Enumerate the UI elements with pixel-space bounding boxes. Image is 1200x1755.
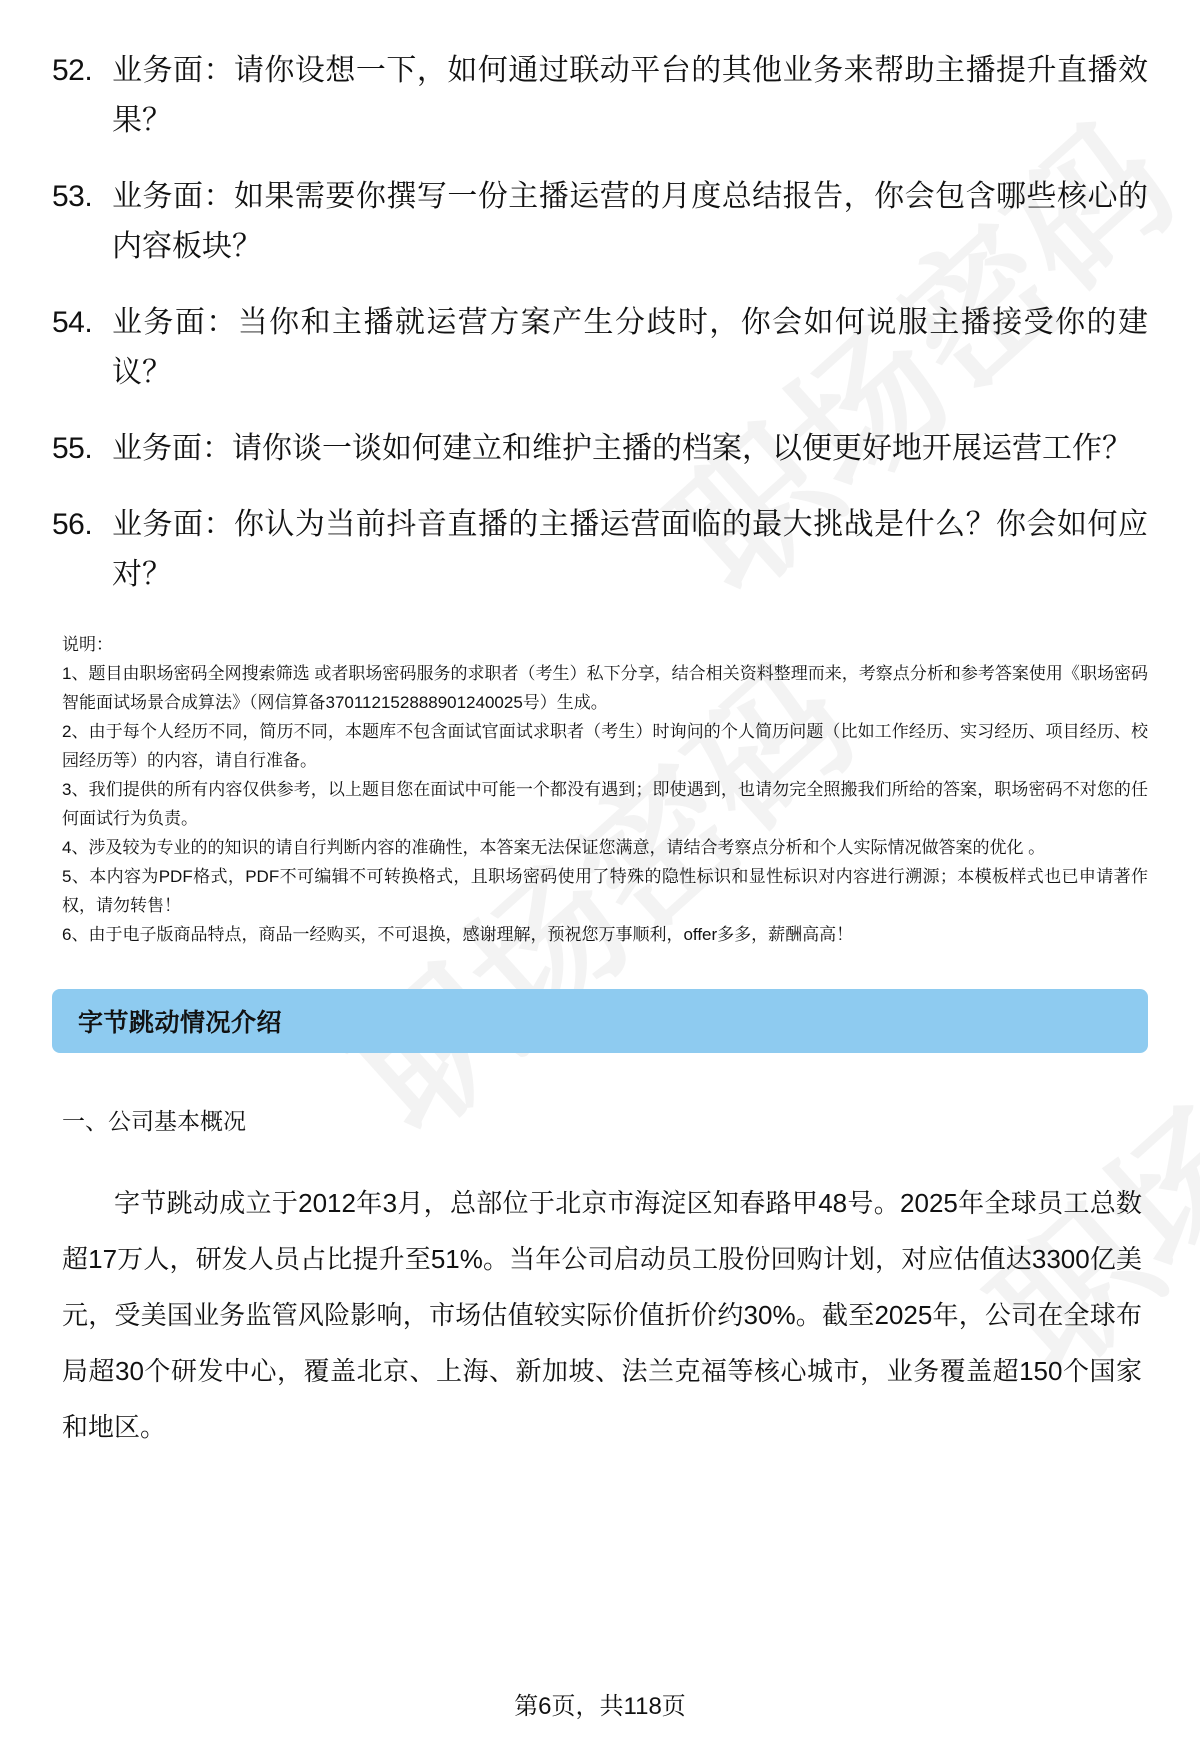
question-number: 56.: [52, 508, 93, 541]
note-item: 3、我们提供的所有内容仅供参考，以上题目您在面试中可能一个都没有遇到；即使遇到，也请勿完全照搬我们所给的答案，职场密码不对您的任何面试行为负责。: [62, 780, 1148, 828]
note-item: 5、本内容为PDF格式，PDF不可编辑不可转换格式，且职场密码使用了特殊的隐性标识和显性标识对内容进行溯源；本模板样式也已申请著作权，请勿转售！: [62, 867, 1148, 915]
section-banner-title: 字节跳动情况介绍: [78, 1009, 283, 1037]
page-footer: 第6页，共118页: [514, 1693, 686, 1720]
question-text: 业务面：请你谈一谈如何建立和维护主播的档案，以便更好地开展运营工作？: [112, 432, 1132, 465]
question-number: 55.: [52, 432, 93, 465]
question-item: [52, 46, 1148, 146]
question-text: 业务面：请你设想一下，如何通过联动平台的其他业务来帮助主播提升直播效果？: [112, 54, 1148, 137]
note-item: 4、涉及较为专业的的知识的请自行判断内容的准确性，本答案无法保证您满意，请结合考察点分析和个人实际情况做答案的优化 。: [62, 838, 1046, 857]
question-item: [52, 172, 1148, 272]
question-item: [52, 500, 1148, 600]
notes-block: [52, 630, 1148, 949]
question-list: [52, 46, 1148, 600]
question-text: 业务面：你认为当前抖音直播的主播运营面临的最大挑战是什么？你会如何应对？: [112, 508, 1148, 591]
question-item: [52, 424, 1148, 474]
question-item: [52, 298, 1148, 398]
question-number: 54.: [52, 306, 93, 339]
note-item: 2、由于每个人经历不同，简历不同，本题库不包含面试官面试求职者（考生）时询问的个人简历问题（比如工作经历、实习经历、项目经历、校园经历等）的内容，请自行准备。: [62, 722, 1148, 770]
note-item: 1、题目由职场密码全网搜索筛选 或者职场密码服务的求职者（考生）私下分享，结合相关资料整理而来，考察点分析和参考答案使用《职场密码智能面试场景合成算法》（网信算备370112152888901240025号）生成。: [62, 664, 1148, 712]
question-number: 52.: [52, 54, 93, 87]
question-number: 53.: [52, 180, 93, 213]
notes-title: 说明：: [62, 635, 113, 654]
question-text: 业务面：当你和主播就运营方案产生分歧时，你会如何说服主播接受你的建议？: [112, 306, 1148, 389]
note-item: 6、由于电子版商品特点，商品一经购买，不可退换，感谢理解，预祝您万事顺利，offer多多，薪酬高高！: [62, 925, 854, 944]
section-paragraph: 字节跳动成立于2012年3月，总部位于北京市海淀区知春路甲48号。2025年全球员工总数超17万人，研发人员占比提升至51%。当年公司启动员工股份回购计划，对应估值达3300亿美元，受美国业务监管风险影响，市场估值较实际价值折价约30%。截至2025年，公司在全球布局超30个研发中心，覆盖北京、上海、新加坡、法兰克福等核心城市，业务覆盖超150个国家和地区。: [62, 1188, 1142, 1442]
question-text: 业务面：如果需要你撰写一份主播运营的月度总结报告，你会包含哪些核心的内容板块？: [112, 180, 1148, 263]
section-heading: 一、公司基本概况: [62, 1108, 246, 1134]
section-banner: [52, 989, 1148, 1053]
